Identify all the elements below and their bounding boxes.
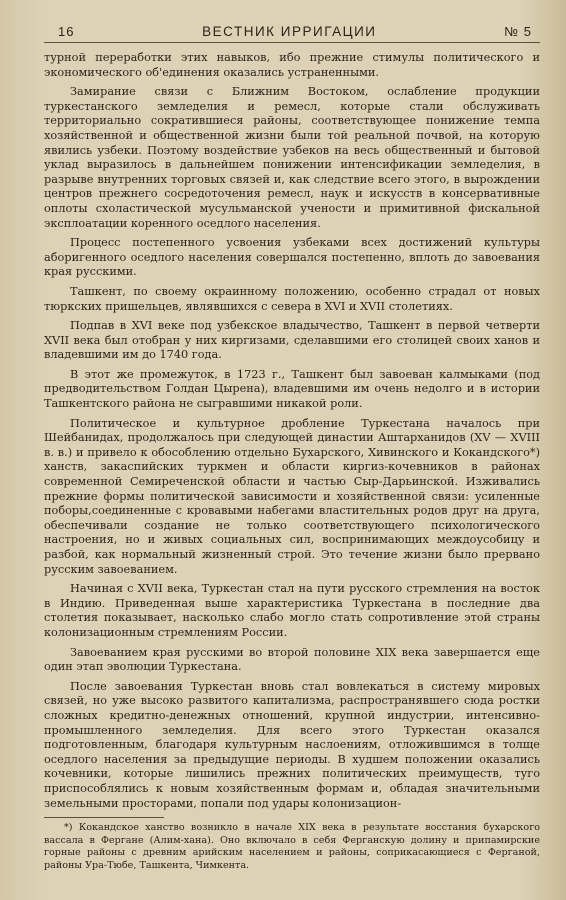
page-number: 16 — [58, 24, 75, 39]
footnote-divider — [44, 817, 164, 818]
paragraph: турной переработки этих навыков, ибо прежние стимулы политического и экономического об'единения оказались устраненными. — [44, 51, 540, 79]
paragraph: Завоеванием края русскими во второй половине XIX века завершается еще один этап эволюции Туркестана. — [44, 645, 540, 674]
journal-title: ВЕСТНИК ИРРИГАЦИИ — [202, 24, 377, 39]
paragraph: После завоевания Туркестан вновь стал вовлекаться в систему мировых связей, но уже высоко развитого капитализма, распространявшего сюда ростки сложных кредитно-денежных отношений, крупной индустрии, интенсивно-промышленного земледелия. Для всего этого Туркестан оказался подготовленным, благодаря культурным наслоениям, отложившимся в толще оседлого населения за предыдущие периоды. В худшем положении оказались кочевники, которые лишились прежних политических преимуществ, туго приспособлялись к новым хозяйственным формам и, обладая значительными земельными просторами, попали под удары колонизацион- — [44, 679, 540, 810]
issue-number: № 5 — [504, 24, 532, 39]
footnote-text: *) Кокандское ханство возникло в начале XIX века в результате восстания бухарского вассала в Фергане (Алим-хана). Оно включало в себя Ферганскую долину и припамирские горные районы с древним арийским населением и районы, соприкасающиеся с Ферганой, районы Ура-Тюбе, Ташкента, Чимкента. — [44, 822, 540, 871]
paragraph: Начиная с XVII века, Туркестан стал на пути русского стремления на восток в Индию. Приведенная выше характеристика Туркестана в последние два столетия показывает, насколько слабо могло стать сопротивление этой страны колонизационным стремлениям России. — [44, 582, 540, 639]
paragraph: Подпав в XVI веке под узбекское владычество, Ташкент в первой четверти XVII века был отобран у них киргизами, сделавшими его столицей своих ханов и владевшими им до 1740 года. — [44, 319, 540, 362]
page-header — [44, 24, 540, 43]
paragraph: Замирание связи с Ближним Востоком, ослабление продукции туркестанского земледелия и ремесл, которые стали обслуживать территориально сократившиеся районы, соответствующее понижение темпа хозяйственной и общественной жизни были той реальной почвой, на которую явились узбеки. Поэтому воздействие узбеков на весь общественный и бытовой уклад выразилось в дальнейшем понижении интенсификации земледелия, в разрыве внутренних торговых связей и, как следствие всего этого, в вырождении центров прежнего сосредоточения ремесл, наук и искусств в консервативные оплоты схоластической мусульманской учености и примитивной фискальной эксплоатации коренного оседлого населения. — [44, 85, 540, 230]
paragraph: Политическое и культурное дробление Туркестана началось при Шейбанидах, продолжалось при следующей династии Аштарханидов (XV — XVIII в. в.) и привело к обособлению отдельно Бухарского, Хивинского и Кокандского*) ханств, закаспийских туркмен и области киргиз-кочевников в районах современной Семиреченской области и частью Сыр-Дарьинской. Изживались прежние формы политической зависимости и хозяйственной связи: усиленные поборы,соединенные с кровавыми набегами властительных родов друг на друга, обеспечивали создание не только соответствующего психологического настроения, но и живых социальных сил, воспринимающих междоусобицу и разбой, как нормальный жизненный строй. Это течение жизни было прервано русским завоеванием. — [44, 416, 540, 576]
footnote — [44, 822, 540, 872]
paragraph: В этот же промежуток, в 1723 г., Ташкент был завоеван калмыками (под предводительством Голдан Цырена), владевшими им очень недолго и в истории Ташкентского района не сыгравшими никакой роли. — [44, 367, 540, 411]
paragraph: Ташкент, по своему окраинному положению, особенно страдал от новых тюркских пришельцев, являвшихся с севера в XVI и XVII столетиях. — [44, 284, 540, 313]
article-body — [44, 51, 540, 811]
paragraph: Процесс постепенного усвоения узбеками всех достижений культуры аборигенного оседлого населения совершался постепенно, вплоть до завоевания края русскими. — [44, 236, 540, 279]
